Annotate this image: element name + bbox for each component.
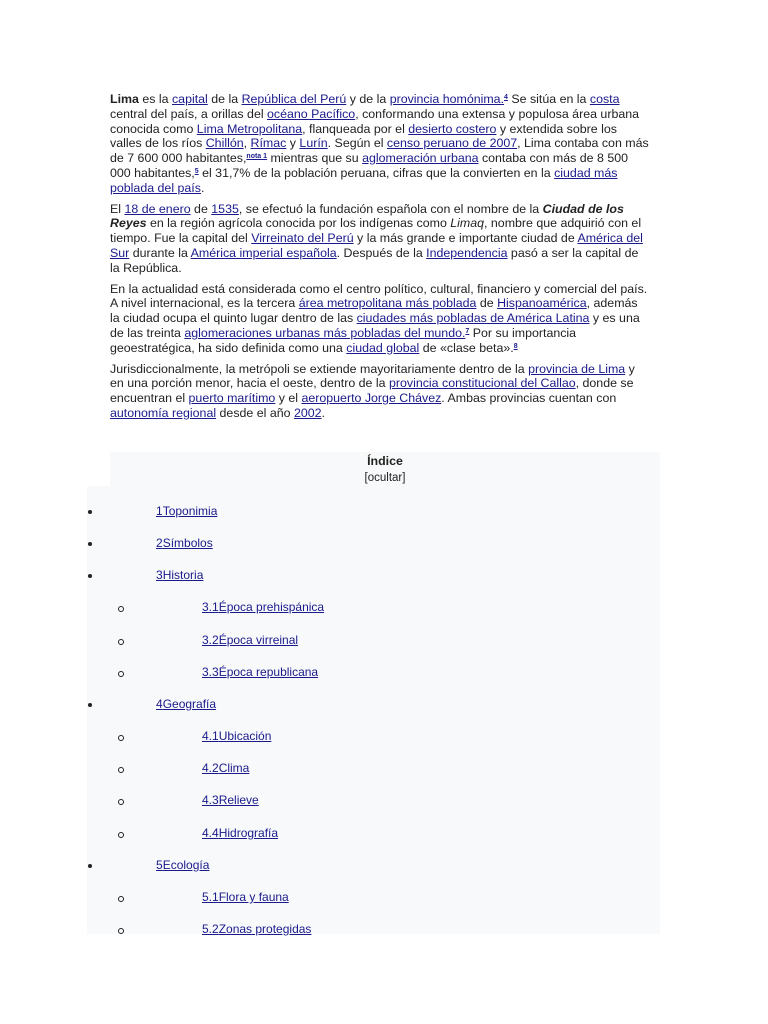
subsection-bullet [118, 767, 124, 773]
toc-link-4-3[interactable] [202, 793, 259, 807]
subsection-bullet [118, 799, 124, 805]
toc-number: 4 [156, 697, 163, 711]
link-chillon[interactable]: Chillón [205, 136, 244, 151]
link-ciudad-mas-poblada[interactable]: ciudad más poblada del país [110, 165, 618, 195]
footnote-ref[interactable]: 8 [513, 342, 518, 350]
toc-link-2[interactable] [156, 536, 213, 550]
toc-title: Índice [367, 454, 403, 468]
toc-link-4[interactable] [156, 697, 216, 711]
link-costa[interactable]: costa [589, 92, 620, 106]
toc-label: Clima [218, 761, 250, 775]
toc-label: Flora y fauna [218, 890, 289, 904]
link-capital[interactable]: capital [171, 92, 208, 106]
toc-link-3[interactable] [156, 568, 203, 582]
toc-number: 5.2 [202, 922, 219, 936]
subsection-bullet [118, 639, 124, 645]
toc-label: Relieve [218, 793, 259, 807]
toc-link-4-1[interactable] [202, 729, 271, 743]
founding-name: Ciudad de los Reyes [110, 201, 624, 231]
link-puerto-maritimo[interactable]: puerto marítimo [188, 391, 276, 406]
toc-toggle[interactable]: [ocultar] [364, 472, 406, 484]
link-provincia-lima[interactable]: provincia de Lima [528, 361, 626, 376]
subsection-bullet [118, 671, 124, 677]
article-body [110, 92, 650, 427]
toc-number: 2 [156, 536, 163, 550]
link-provincia-homonima[interactable]: provincia homónima. [389, 92, 505, 106]
link-virreinato[interactable]: Virreinato del Perú [251, 231, 354, 246]
toc-link-5-1[interactable] [202, 890, 289, 904]
toc-link-1[interactable] [156, 504, 217, 518]
subsection-bullet [118, 606, 124, 612]
toc-number: 4.1 [202, 729, 219, 743]
link-lurin[interactable]: Lurín [299, 136, 328, 151]
link-aglomeraciones-mundo[interactable]: aglomeraciones urbanas más pobladas del mundo. [184, 325, 466, 340]
toc-number: 3 [156, 568, 163, 582]
toc-label: Hidrografía [218, 826, 279, 840]
link-1535[interactable]: 1535 [211, 201, 239, 216]
link-america-imperial[interactable]: América imperial española [190, 245, 337, 260]
section-bullet [88, 542, 92, 546]
link-autonomia-regional[interactable]: autonomía regional [110, 405, 217, 420]
footnote-ref[interactable]: nota 1 [246, 153, 268, 161]
toc-label: Época republicana [218, 665, 319, 679]
toc-number: 4.4 [202, 826, 219, 840]
history-paragraph: El 18 de enero de 1535, se efectuó la fundación española con el nombre de la Ciudad de los Reyes en la región agrícola conocida por los indígenas como Limaq, nombre que adquirió con el tiempo. Fue la capital del Virreinato del Perú y la más grande e importante ciudad de América del Sur durante la América imperial española. Después de la Independencia pasó a ser la capital de la República. [110, 201, 643, 275]
toc-link-4-4[interactable] [202, 826, 278, 840]
footnote-ref[interactable]: 5 [194, 167, 199, 175]
toc-number: 5.1 [202, 890, 219, 904]
link-independencia[interactable]: Independencia [426, 245, 508, 260]
toc-label: Época virreinal [218, 633, 299, 647]
link-hispanoamerica[interactable]: Hispanoamérica [497, 296, 587, 311]
toc-label: Símbolos [162, 536, 213, 550]
toc-number: 3.1 [202, 600, 219, 614]
toc-number: 4.3 [202, 793, 219, 807]
section-bullet [88, 510, 92, 514]
toc-number: 3.3 [202, 665, 219, 679]
jurisdiction-paragraph: Jurisdiccionalmente, la metrópoli se extiende mayoritariamente dentro de la provincia de Lima y en una porción menor, hacia el oeste, dentro de la provincia constitucional del Callao, donde se encuentran el puerto marítimo y el aeropuerto Jorge Chávez. Ambas provincias cuentan con autonomía regional desde el año 2002. [110, 361, 635, 420]
toc-label: Zonas protegidas [218, 922, 312, 936]
toc-number: 4.2 [202, 761, 219, 775]
intro-paragraph: Lima es la capital de la República del Perú y de la provincia homónima.$^4$ Se sitúa en la costa central del país, a orillas del océano Pacífico, conformando una extensa y populosa área urbana conocida como Lima Metropolitana, flanqueada por el desierto costero y extendida sobre los valles de los ríos Chillón, Rímac y Lurín. Según el censo peruano de 2007, Lima contaba con más de 7 600 000 habitantes,$^{nota 1}$ mientras que su aglomeración urbana contaba con más de 8 500 000 habitantes,$^5$ el 31,7% de la población peruana, cifras que la convierten en la ciudad más poblada del país. [110, 92, 649, 195]
link-republica-peru[interactable]: República del Perú [241, 92, 347, 106]
link-oceano-pacifico[interactable]: océano Pacífico [267, 106, 356, 121]
footnote-ref[interactable]: 7 [465, 327, 470, 335]
link-ciudad-global[interactable]: ciudad global [346, 340, 420, 355]
toc-link-3-1[interactable] [202, 600, 324, 614]
link-america-del-sur[interactable]: América del Sur [110, 231, 643, 260]
subsection-bullet [118, 735, 124, 741]
toc-label: Ecología [162, 858, 210, 872]
link-aeropuerto[interactable]: aeropuerto Jorge Chávez [301, 391, 442, 406]
toc-number: 3.2 [202, 633, 219, 647]
link-area-metropolitana[interactable]: área metropolitana más poblada [298, 296, 477, 311]
toc-label: Toponimia [162, 504, 218, 518]
toc-label: Ubicación [218, 729, 272, 743]
subsection-bullet [118, 896, 124, 902]
toc-number: 1 [156, 504, 163, 518]
subsection-bullet [118, 832, 124, 838]
footnote-ref[interactable]: 4 [504, 94, 508, 101]
present-paragraph: En la actualidad está considerada como el centro político, cultural, financiero y comercial del país. A nivel internacional, es la tercera área metropolitana más poblada de Hispanoamérica, además la ciudad ocupa el quinto lugar dentro de las ciudades más pobladas de América Latina y es una de las treinta aglomeraciones urbanas más pobladas del mundo.$^7$ Por su importancia geoestratégica, ha sido definida como una ciudad global de «clase beta».$^8$ [110, 281, 648, 355]
toc-label: Época prehispánica [218, 600, 325, 614]
link-2002[interactable]: 2002 [293, 405, 322, 420]
link-censo-2007[interactable]: censo peruano de 2007 [386, 136, 518, 151]
link-18-enero[interactable]: 18 de enero [124, 201, 191, 216]
link-ciudades-america-latina[interactable]: ciudades más pobladas de América Latina [356, 311, 590, 326]
section-bullet [88, 864, 92, 868]
section-bullet [88, 703, 92, 707]
link-lima-metropolitana[interactable]: Lima Metropolitana [196, 121, 303, 136]
section-bullet [88, 574, 92, 578]
link-desierto-costero[interactable]: desierto costero [408, 121, 497, 136]
toc-link-4-2[interactable] [202, 761, 249, 775]
link-provincia-callao[interactable]: provincia constitucional del Callao [388, 376, 576, 391]
toc-label: Geografía [162, 697, 217, 711]
article-subject: Lima [110, 92, 139, 106]
toc-link-5[interactable] [156, 858, 209, 872]
toc-label: Historia [162, 568, 204, 582]
link-rimac[interactable]: Rímac [250, 136, 287, 151]
link-aglomeracion-urbana[interactable]: aglomeración urbana [362, 151, 479, 166]
subsection-bullet [118, 928, 124, 934]
indigenous-name: Limaq [450, 216, 485, 231]
toc-link-5-2[interactable] [202, 922, 311, 936]
toc-link-3-2[interactable] [202, 633, 298, 647]
toc-number: 5 [156, 858, 163, 872]
toc-link-3-3[interactable] [202, 665, 318, 679]
toc-hide-link[interactable]: ocultar [367, 472, 403, 484]
